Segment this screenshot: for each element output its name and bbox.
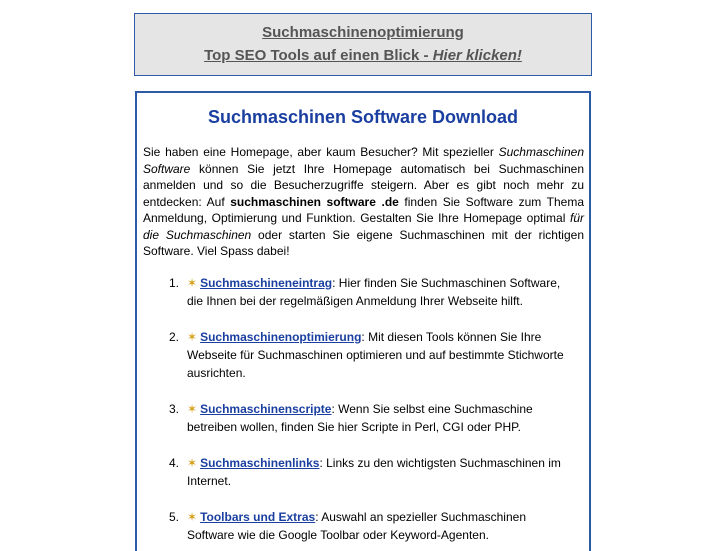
list-item-text: : Auswahl an spezieller Suchmaschinen Software wie die Google Toolbar oder Keyword-Agenten. (187, 510, 526, 542)
banner-title-line (135, 24, 591, 41)
list-item (169, 274, 569, 310)
link-suchmaschinenscripte[interactable]: Suchmaschinenscripte (200, 402, 332, 416)
list-item (169, 400, 569, 436)
intro-strong: suchmaschinen software .de (230, 194, 399, 209)
list-item-number: 2. (169, 330, 180, 344)
list-item (169, 328, 569, 382)
list-item-text: : Wenn Sie selbst eine Suchmaschine betreiben wollen, finden Sie hier Scripte in Perl, CGI oder PHP. (187, 402, 533, 434)
sparkle-star-icon: ✶ (187, 276, 198, 290)
page-title: Suchmaschinen Software Download (207, 107, 519, 127)
intro-text-2: können Sie jetzt Ihre Homepage automatisch bei Suchmaschinen anmelden und so die Besucherzugriffe steigern. Aber es gibt noch mehr zu entdecken: Auf (143, 161, 584, 209)
list-item-text: : Hier finden Sie Suchmaschinen Software, die Ihnen bei der regelmäßigen Anmeldung Ihrer Webseite hilft. (187, 276, 561, 308)
intro-em-1: Suchmaschinen Software (143, 145, 584, 176)
list-item (169, 508, 569, 544)
intro-text-1: Sie haben eine Homepage, aber kaum Besucher? Mit spezieller (143, 145, 499, 159)
sparkle-star-icon: ✶ (187, 456, 198, 470)
list-item-number: 1. (169, 276, 180, 290)
list-item-number: 5. (169, 510, 180, 524)
link-suchmaschineneintrag[interactable]: Suchmaschineneintrag (200, 276, 333, 290)
intro-text-3: finden Sie Software zum Thema Anmeldung, Optimierung und Funktion. Gestalten Sie Ihre Homepage optimal (143, 194, 584, 225)
banner-subtitle-link[interactable] (204, 47, 522, 64)
banner-subtitle-prefix: Top SEO Tools auf einen Blick - (204, 47, 433, 64)
sparkle-star-icon: ✶ (187, 510, 198, 524)
list-item-text: : Links zu den wichtigsten Suchmaschinen im Internet. (187, 456, 561, 488)
intro-text-4: oder starten Sie eigene Suchmaschinen mit der richtigen Software. Viel Spass dabei! (143, 227, 584, 258)
banner-title-link[interactable]: Suchmaschinenoptimierung (262, 24, 464, 41)
list-item-number: 4. (169, 456, 180, 470)
sparkle-star-icon: ✶ (187, 402, 198, 416)
link-toolbars-und-extras[interactable]: Toolbars und Extras (200, 510, 316, 524)
list-item (169, 454, 569, 490)
link-suchmaschinenlinks[interactable]: Suchmaschinenlinks (200, 456, 320, 470)
intro-paragraph (143, 144, 584, 260)
list-item-text: : Mit diesen Tools können Sie Ihre Webseite für Suchmaschinen optimieren und auf bestimmte Stichworte ausrichten. (187, 330, 564, 380)
link-suchmaschinenoptimierung[interactable]: Suchmaschinenoptimierung (200, 330, 362, 344)
banner-subtitle-line (135, 47, 591, 64)
content-box (135, 91, 591, 551)
category-list (169, 274, 569, 544)
list-item-number: 3. (169, 402, 180, 416)
intro-em-2: für die Suchmaschinen (143, 211, 584, 242)
sparkle-star-icon: ✶ (187, 330, 198, 344)
seo-banner (134, 13, 592, 76)
banner-subtitle-cta: Hier klicken! (432, 47, 522, 64)
